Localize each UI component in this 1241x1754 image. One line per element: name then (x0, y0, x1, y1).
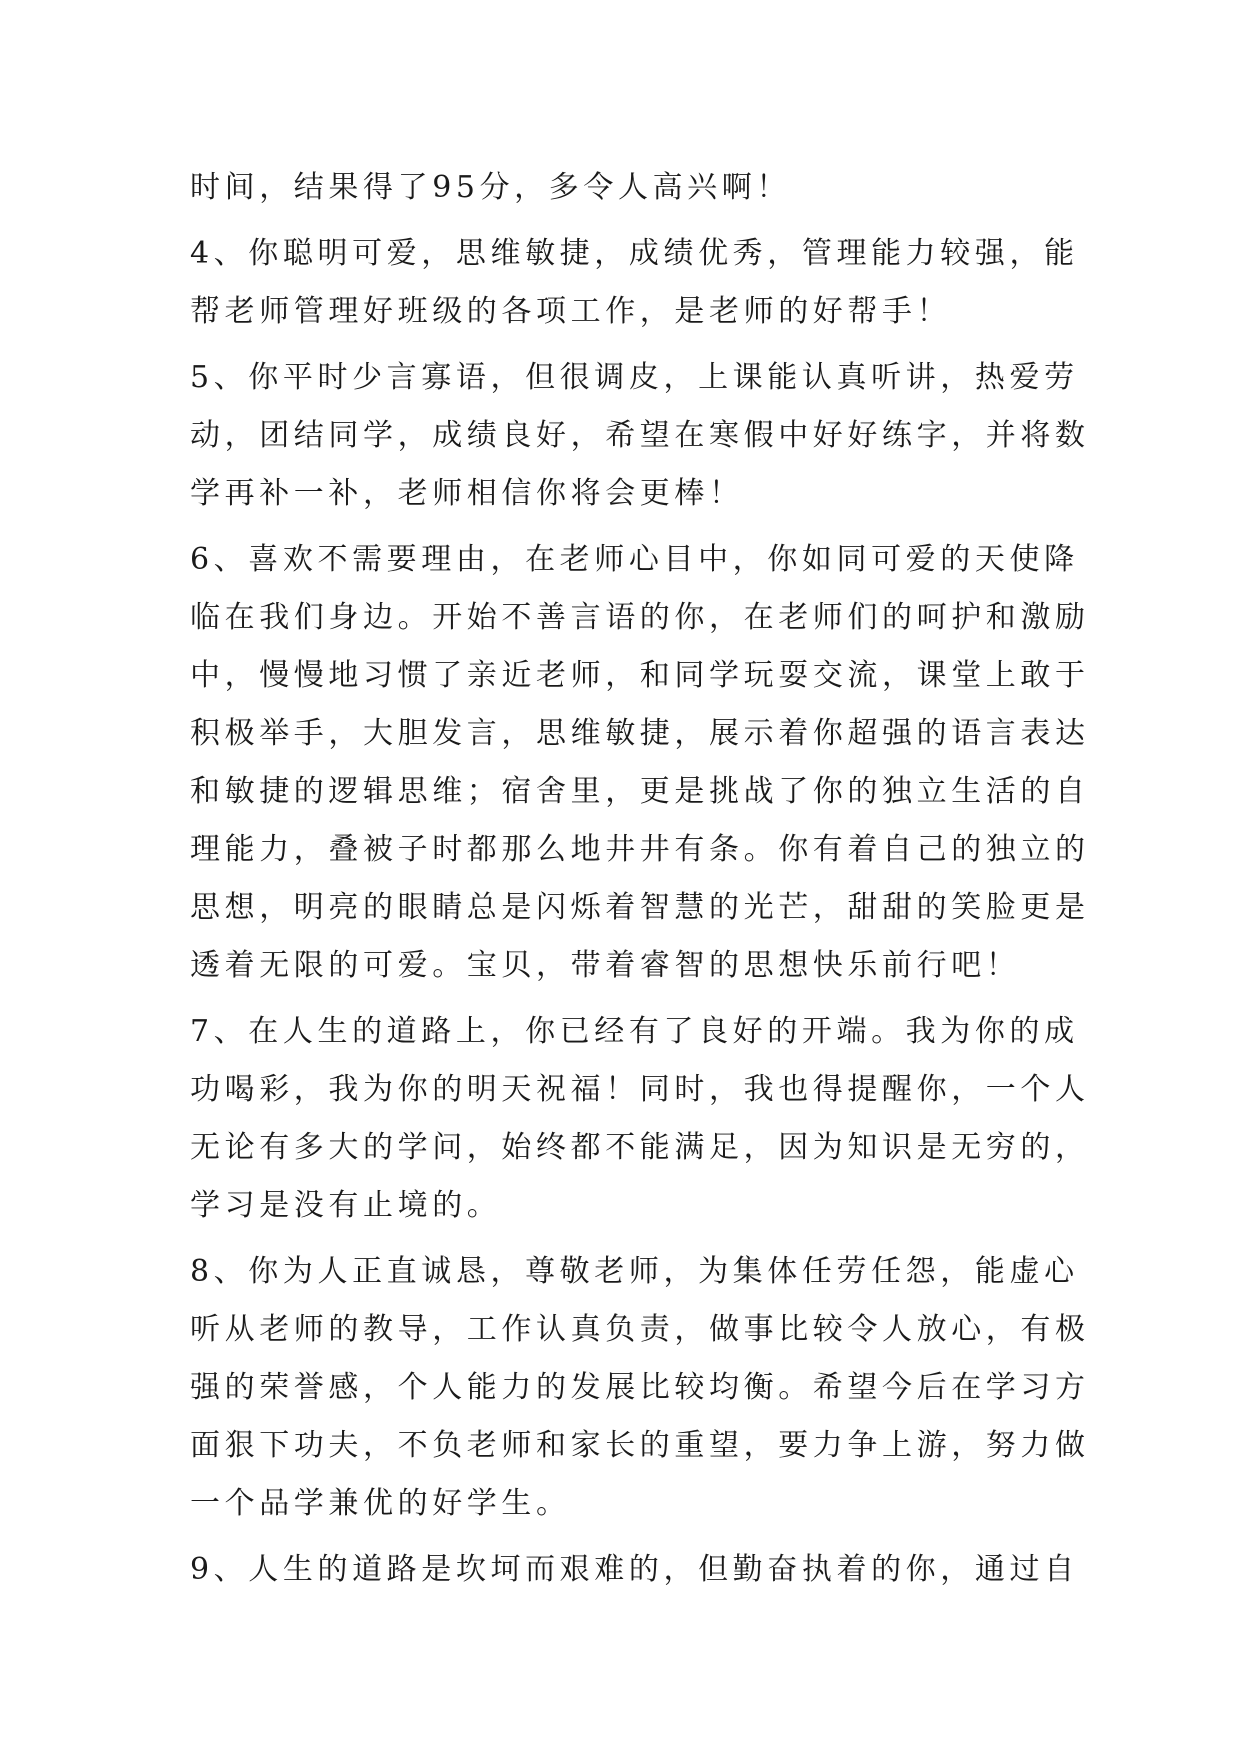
text-line: 临在我们身边。开始不善言语的你，在老师们的呵护和激励 (190, 600, 1090, 635)
text-line: 8、你为人正直诚恳，尊敬老师，为集体任劳任怨，能虚心 (190, 1254, 1079, 1289)
text-line: 学再补一补，老师相信你将会更棒！ (190, 476, 744, 511)
text-line: 4、你聪明可爱，思维敏捷，成绩优秀，管理能力较强，能 (190, 236, 1079, 271)
paragraph (190, 1243, 1090, 1533)
text-line: 时间，结果得了95分，多令人高兴啊！ (190, 170, 791, 205)
text-line: 9、人生的道路是坎坷而艰难的，但勤奋执着的你，通过自 (190, 1552, 1079, 1587)
text-line: 强的荣誉感，个人能力的发展比较均衡。希望今后在学习方 (190, 1370, 1090, 1405)
text-line: 6、喜欢不需要理由，在老师心目中，你如同可爱的天使降 (190, 542, 1079, 577)
paragraph (190, 1003, 1090, 1235)
text-line: 5、你平时少言寡语，但很调皮，上课能认真听讲，热爱劳 (190, 360, 1079, 395)
text-line: 面狠下功夫，不负老师和家长的重望，要力争上游，努力做 (190, 1428, 1090, 1463)
text-line: 帮老师管理好班级的各项工作，是老师的好帮手！ (190, 294, 952, 329)
text-line: 听从老师的教导，工作认真负责，做事比较令人放心，有极 (190, 1312, 1090, 1347)
text-line: 和敏捷的逻辑思维；宿舍里，更是挑战了你的独立生活的自 (190, 774, 1090, 809)
paragraph (190, 1541, 1090, 1599)
text-line: 中，慢慢地习惯了亲近老师，和同学玩耍交流，课堂上敢于 (190, 658, 1090, 693)
paragraph (190, 159, 1090, 217)
text-line: 学习是没有止境的。 (190, 1188, 502, 1223)
document-body (190, 159, 1090, 1599)
paragraph (190, 225, 1090, 341)
text-line: 功喝彩，我为你的明天祝福！同时，我也得提醒你，一个人 (190, 1072, 1090, 1107)
text-line: 理能力，叠被子时都那么地井井有条。你有着自己的独立的 (190, 832, 1090, 867)
text-line: 动，团结同学，成绩良好，希望在寒假中好好练字，并将数 (190, 418, 1090, 453)
text-line: 思想，明亮的眼睛总是闪烁着智慧的光芒，甜甜的笑脸更是 (190, 890, 1090, 925)
paragraph (190, 349, 1090, 523)
paragraph (190, 531, 1090, 995)
text-line: 一个品学兼优的好学生。 (190, 1486, 571, 1521)
text-line: 透着无限的可爱。宝贝，带着睿智的思想快乐前行吧！ (190, 948, 1021, 983)
text-line: 7、在人生的道路上，你已经有了良好的开端。我为你的成 (190, 1014, 1079, 1049)
text-line: 积极举手，大胆发言，思维敏捷，展示着你超强的语言表达 (190, 716, 1090, 751)
text-line: 无论有多大的学问，始终都不能满足，因为知识是无穷的， (190, 1130, 1090, 1165)
